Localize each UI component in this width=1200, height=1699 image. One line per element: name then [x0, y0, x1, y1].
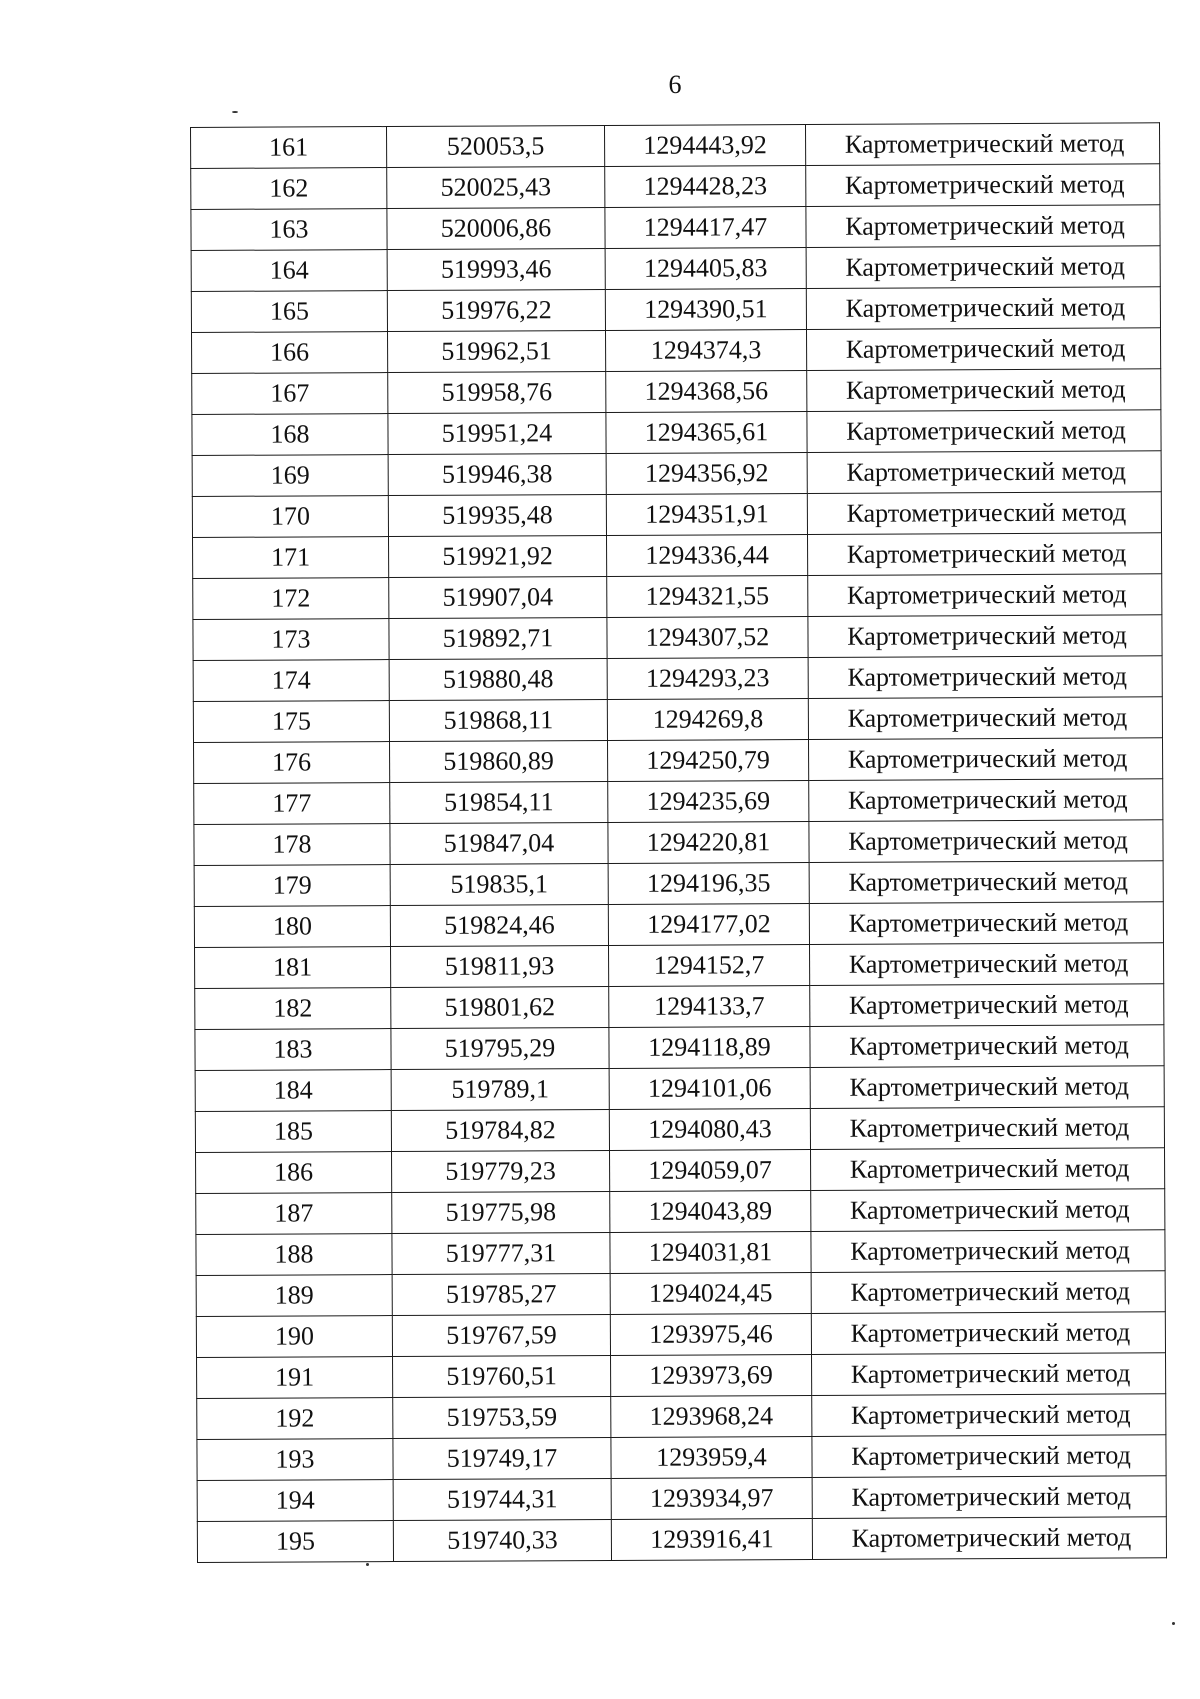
point-number-cell: 191	[197, 1357, 393, 1399]
method-cell: Картометрический метод	[807, 533, 1161, 576]
x-coordinate-cell: 519760,51	[393, 1355, 611, 1397]
table-row	[194, 861, 1163, 907]
table-row	[195, 984, 1164, 1030]
point-number-cell: 164	[191, 250, 387, 292]
x-coordinate-cell: 519777,31	[392, 1232, 610, 1274]
y-coordinate-cell: 1293959,4	[611, 1436, 812, 1478]
point-number-cell: 187	[196, 1193, 392, 1235]
method-cell: Картометрический метод	[811, 1148, 1165, 1191]
method-cell: Картометрический метод	[806, 205, 1160, 248]
x-coordinate-cell: 519785,27	[392, 1273, 610, 1315]
y-coordinate-cell: 1294293,23	[607, 657, 808, 699]
x-coordinate-cell: 519951,24	[388, 412, 606, 454]
table-row	[191, 123, 1160, 169]
point-number-cell: 174	[193, 660, 389, 702]
y-coordinate-cell: 1294374,3	[605, 329, 806, 371]
x-coordinate-cell: 519907,04	[389, 576, 607, 618]
x-coordinate-cell: 519779,23	[392, 1150, 610, 1192]
x-coordinate-cell: 519935,48	[388, 494, 606, 536]
point-number-cell: 171	[193, 537, 389, 579]
table-row	[193, 615, 1162, 661]
point-number-cell: 193	[197, 1439, 393, 1481]
x-coordinate-cell: 519946,38	[388, 453, 606, 495]
point-number-cell: 181	[195, 947, 391, 989]
x-coordinate-cell: 519835,1	[390, 863, 608, 905]
y-coordinate-cell: 1294356,92	[606, 452, 807, 494]
x-coordinate-cell: 519784,82	[391, 1109, 609, 1151]
point-number-cell: 178	[194, 824, 390, 866]
scan-speck	[232, 111, 238, 113]
method-cell: Картометрический метод	[810, 1066, 1164, 1109]
method-cell: Картометрический метод	[808, 656, 1162, 699]
method-cell: Картометрический метод	[806, 246, 1160, 289]
point-number-cell: 192	[197, 1398, 393, 1440]
method-cell: Картометрический метод	[812, 1476, 1166, 1519]
table-row	[192, 328, 1161, 374]
method-cell: Картометрический метод	[806, 328, 1160, 371]
x-coordinate-cell: 519795,29	[391, 1027, 609, 1069]
table-row	[197, 1394, 1166, 1440]
x-coordinate-cell: 519789,1	[391, 1068, 609, 1110]
y-coordinate-cell: 1293975,46	[610, 1313, 811, 1355]
y-coordinate-cell: 1294059,07	[610, 1149, 811, 1191]
x-coordinate-cell: 520025,43	[387, 166, 605, 208]
method-cell: Картометрический метод	[807, 451, 1161, 494]
table-row	[193, 697, 1162, 743]
point-number-cell: 163	[191, 209, 387, 251]
x-coordinate-cell: 519753,59	[393, 1396, 611, 1438]
table-row	[193, 574, 1162, 620]
method-cell: Картометрический метод	[812, 1353, 1166, 1396]
table-row	[192, 492, 1161, 538]
point-number-cell: 189	[196, 1275, 392, 1317]
y-coordinate-cell: 1294118,89	[609, 1026, 810, 1068]
method-cell: Картометрический метод	[807, 492, 1161, 535]
table-row	[194, 902, 1163, 948]
y-coordinate-cell: 1294351,91	[606, 493, 807, 535]
x-coordinate-cell: 520006,86	[387, 207, 605, 249]
x-coordinate-cell: 519811,93	[391, 945, 609, 987]
y-coordinate-cell: 1294043,89	[610, 1190, 811, 1232]
y-coordinate-cell: 1294250,79	[608, 739, 809, 781]
x-coordinate-cell: 519958,76	[388, 371, 606, 413]
method-cell: Картометрический метод	[811, 1312, 1165, 1355]
point-number-cell: 161	[191, 127, 387, 169]
point-number-cell: 184	[195, 1070, 391, 1112]
y-coordinate-cell: 1294235,69	[608, 780, 809, 822]
method-cell: Картометрический метод	[809, 902, 1163, 945]
table-row	[191, 164, 1160, 210]
method-cell: Картометрический метод	[807, 410, 1161, 453]
table-row	[191, 246, 1160, 292]
table-row	[195, 1025, 1164, 1071]
table-row	[194, 779, 1163, 825]
y-coordinate-cell: 1294133,7	[609, 985, 810, 1027]
method-cell: Картометрический метод	[809, 861, 1163, 904]
y-coordinate-cell: 1294307,52	[607, 616, 808, 658]
x-coordinate-cell: 519892,71	[389, 617, 607, 659]
method-cell: Картометрический метод	[808, 697, 1162, 740]
y-coordinate-cell: 1294220,81	[608, 821, 809, 863]
y-coordinate-cell: 1294390,51	[605, 288, 806, 330]
y-coordinate-cell: 1294365,61	[606, 411, 807, 453]
coordinates-table	[190, 122, 1167, 1563]
x-coordinate-cell: 519976,22	[387, 289, 605, 331]
y-coordinate-cell: 1293934,97	[611, 1477, 812, 1519]
point-number-cell: 169	[192, 455, 388, 497]
point-number-cell: 188	[196, 1234, 392, 1276]
coordinates-table-body	[191, 123, 1167, 1563]
point-number-cell: 166	[192, 332, 388, 374]
page-number	[0, 70, 1200, 100]
point-number-cell: 175	[193, 701, 389, 743]
method-cell: Картометрический метод	[808, 574, 1162, 617]
method-cell: Картометрический метод	[808, 615, 1162, 658]
x-coordinate-cell: 519824,46	[390, 904, 608, 946]
table-row	[197, 1435, 1166, 1481]
method-cell: Картометрический метод	[810, 1025, 1164, 1068]
point-number-cell: 167	[192, 373, 388, 415]
y-coordinate-cell: 1294080,43	[609, 1108, 810, 1150]
method-cell: Картометрический метод	[810, 1107, 1164, 1150]
table-row	[197, 1517, 1166, 1563]
x-coordinate-cell: 519801,62	[391, 986, 609, 1028]
method-cell: Картометрический метод	[811, 1230, 1165, 1273]
table-row	[195, 1066, 1164, 1112]
table-row	[196, 1148, 1165, 1194]
x-coordinate-cell: 519993,46	[387, 248, 605, 290]
table-row	[197, 1476, 1166, 1522]
table-row	[195, 1107, 1164, 1153]
point-number-cell: 179	[194, 865, 390, 907]
x-coordinate-cell: 520053,5	[387, 125, 605, 167]
table-row	[192, 410, 1161, 456]
point-number-cell: 177	[194, 783, 390, 825]
y-coordinate-cell: 1294417,47	[605, 206, 806, 248]
method-cell: Картометрический метод	[809, 779, 1163, 822]
scan-speck	[366, 1563, 369, 1566]
y-coordinate-cell: 1293916,41	[611, 1518, 812, 1560]
page-number-label: 6	[668, 70, 682, 99]
table-row	[191, 205, 1160, 251]
x-coordinate-cell: 519921,92	[389, 535, 607, 577]
y-coordinate-cell: 1294428,23	[605, 165, 806, 207]
table-row	[196, 1271, 1165, 1317]
method-cell: Картометрический метод	[809, 738, 1163, 781]
y-coordinate-cell: 1294336,44	[607, 534, 808, 576]
x-coordinate-cell: 519880,48	[389, 658, 607, 700]
table-row	[192, 369, 1161, 415]
y-coordinate-cell: 1294024,45	[610, 1272, 811, 1314]
point-number-cell: 172	[193, 578, 389, 620]
method-cell: Картометрический метод	[811, 1271, 1165, 1314]
x-coordinate-cell: 519767,59	[392, 1314, 610, 1356]
x-coordinate-cell: 519749,17	[393, 1437, 611, 1479]
point-number-cell: 194	[197, 1480, 393, 1522]
table-row	[193, 533, 1162, 579]
method-cell: Картометрический метод	[812, 1394, 1166, 1437]
table-row	[197, 1353, 1166, 1399]
point-number-cell: 190	[196, 1316, 392, 1358]
method-cell: Картометрический метод	[806, 164, 1160, 207]
method-cell: Картометрический метод	[807, 369, 1161, 412]
y-coordinate-cell: 1294443,92	[604, 124, 805, 166]
point-number-cell: 186	[196, 1152, 392, 1194]
x-coordinate-cell: 519847,04	[390, 822, 608, 864]
point-number-cell: 176	[194, 742, 390, 784]
point-number-cell: 173	[193, 619, 389, 661]
point-number-cell: 195	[197, 1521, 393, 1563]
table-row	[195, 943, 1164, 989]
point-number-cell: 185	[195, 1111, 391, 1153]
y-coordinate-cell: 1294405,83	[605, 247, 806, 289]
method-cell: Картометрический метод	[810, 943, 1164, 986]
y-coordinate-cell: 1294321,55	[607, 575, 808, 617]
table-row	[191, 287, 1160, 333]
table-row	[196, 1189, 1165, 1235]
point-number-cell: 168	[192, 414, 388, 456]
y-coordinate-cell: 1294269,8	[607, 698, 808, 740]
x-coordinate-cell: 519854,11	[390, 781, 608, 823]
x-coordinate-cell: 519860,89	[390, 740, 608, 782]
y-coordinate-cell: 1294101,06	[609, 1067, 810, 1109]
y-coordinate-cell: 1294031,81	[610, 1231, 811, 1273]
point-number-cell: 182	[195, 988, 391, 1030]
method-cell: Картометрический метод	[812, 1517, 1166, 1560]
y-coordinate-cell: 1294152,7	[609, 944, 810, 986]
table-row	[193, 656, 1162, 702]
x-coordinate-cell: 519868,11	[389, 699, 607, 741]
table-row	[196, 1230, 1165, 1276]
point-number-cell: 183	[195, 1029, 391, 1071]
scan-speck	[1172, 1622, 1175, 1625]
table-row	[192, 451, 1161, 497]
method-cell: Картометрический метод	[812, 1435, 1166, 1478]
method-cell: Картометрический метод	[810, 984, 1164, 1027]
x-coordinate-cell: 519775,98	[392, 1191, 610, 1233]
method-cell: Картометрический метод	[811, 1189, 1165, 1232]
y-coordinate-cell: 1294368,56	[606, 370, 807, 412]
method-cell: Картометрический метод	[806, 287, 1160, 330]
table-row	[194, 820, 1163, 866]
table-row	[194, 738, 1163, 784]
x-coordinate-cell: 519744,31	[393, 1478, 611, 1520]
y-coordinate-cell: 1294196,35	[608, 862, 809, 904]
method-cell: Картометрический метод	[805, 123, 1159, 166]
y-coordinate-cell: 1293973,69	[611, 1354, 812, 1396]
x-coordinate-cell: 519962,51	[388, 330, 606, 372]
point-number-cell: 162	[191, 168, 387, 210]
point-number-cell: 170	[192, 496, 388, 538]
table-row	[196, 1312, 1165, 1358]
point-number-cell: 180	[194, 906, 390, 948]
method-cell: Картометрический метод	[809, 820, 1163, 863]
y-coordinate-cell: 1294177,02	[608, 903, 809, 945]
y-coordinate-cell: 1293968,24	[611, 1395, 812, 1437]
point-number-cell: 165	[191, 291, 387, 333]
x-coordinate-cell: 519740,33	[393, 1519, 611, 1561]
